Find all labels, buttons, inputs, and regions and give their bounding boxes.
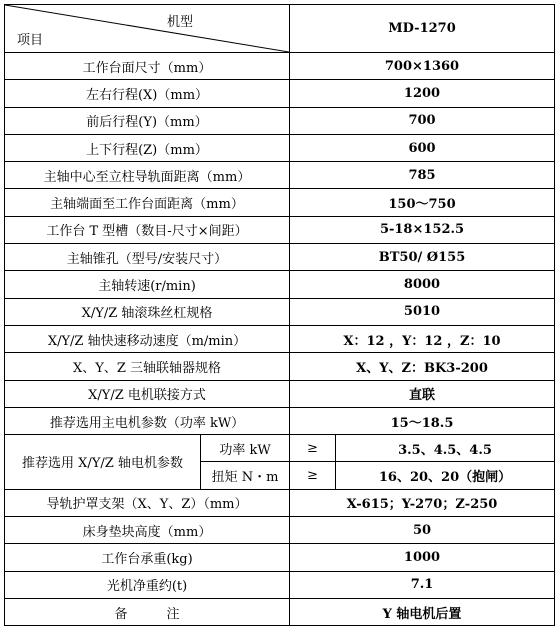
spec-label: X/Y/Z 轴快速移动速度（m/min） — [5, 325, 290, 352]
axis-motor-power-row — [5, 435, 555, 462]
spec-row — [5, 571, 555, 598]
spec-row — [5, 298, 555, 325]
spec-label: X/Y/Z 电机联接方式 — [5, 380, 290, 407]
spec-row — [5, 271, 555, 298]
spec-value: 785 — [290, 162, 555, 189]
spec-value: 7.1 — [290, 571, 555, 598]
spec-row — [5, 80, 555, 107]
remarks-row — [5, 598, 555, 625]
spec-label: 主轴锥孔（型号/安装尺寸） — [5, 244, 290, 271]
torque-label: 扭矩 N・m — [201, 462, 290, 489]
spec-label: 光机净重约(t) — [5, 571, 290, 598]
spec-value: X、Y、Z：BK3-200 — [290, 353, 555, 380]
header-item-label: 项目 — [17, 33, 44, 48]
spec-value: 1200 — [290, 80, 555, 107]
spec-row — [5, 134, 555, 161]
remarks-value: Y 轴电机后置 — [290, 598, 555, 625]
spec-value: 5-18×152.5 — [290, 216, 555, 243]
power-value: 3.5、4.5、4.5 — [336, 435, 555, 462]
spec-row — [5, 325, 555, 352]
spec-row — [5, 407, 555, 434]
spec-value: 8000 — [290, 271, 555, 298]
spec-row — [5, 517, 555, 544]
spec-label: X、Y、Z 三轴联轴器规格 — [5, 353, 290, 380]
diagonal-line — [5, 5, 289, 52]
spec-row — [5, 162, 555, 189]
remarks-label: 备 注 — [5, 598, 290, 625]
spec-value: 15～18.5 — [290, 407, 555, 434]
diagonal-header-cell — [5, 5, 290, 53]
spec-label: 推荐选用主电机参数（功率 kW） — [5, 407, 290, 434]
spec-row — [5, 380, 555, 407]
spec-label: 导轨护罩支架（X、Y、Z）（mm） — [5, 489, 290, 516]
spec-row — [5, 107, 555, 134]
spec-value: 150～750 — [290, 189, 555, 216]
spec-row — [5, 216, 555, 243]
power-label: 功率 kW — [201, 435, 290, 462]
spec-value: X-615；Y-270；Z-250 — [290, 489, 555, 516]
spec-label: 主轴转速(r/min) — [5, 271, 290, 298]
power-min-symbol: ≥ — [290, 435, 336, 462]
header-row — [5, 5, 555, 53]
spec-row — [5, 489, 555, 516]
spec-table — [4, 4, 555, 626]
spec-label: X/Y/Z 轴滚珠丝杠规格 — [5, 298, 290, 325]
spec-label: 床身垫块高度（mm） — [5, 517, 290, 544]
spec-row — [5, 53, 555, 80]
spec-value: 直联 — [290, 380, 555, 407]
spec-label: 主轴中心至立柱导轨面距离（mm） — [5, 162, 290, 189]
spec-value: 600 — [290, 134, 555, 161]
axis-motor-label: 推荐选用 X/Y/Z 轴电机参数 — [5, 435, 201, 490]
spec-label: 上下行程(Z)（mm） — [5, 134, 290, 161]
torque-min-symbol: ≥ — [290, 462, 336, 489]
spec-row — [5, 244, 555, 271]
spec-value: 1000 — [290, 544, 555, 571]
spec-row — [5, 353, 555, 380]
spec-label: 工作台 T 型槽（数目-尺寸×间距） — [5, 216, 290, 243]
spec-value: 50 — [290, 517, 555, 544]
header-model-label: 机型 — [166, 15, 193, 30]
torque-value: 16、20、20（抱闸） — [336, 462, 555, 489]
spec-value: X：12 ，Y：12 ，Z：10 — [290, 325, 555, 352]
header-model-value: MD-1270 — [290, 5, 555, 53]
spec-label: 左右行程(X)（mm） — [5, 80, 290, 107]
spec-row — [5, 189, 555, 216]
spec-label: 前后行程(Y)（mm） — [5, 107, 290, 134]
spec-value: 700 — [290, 107, 555, 134]
spec-label: 工作台面尺寸（mm） — [5, 53, 290, 80]
spec-value: BT50/ Ø155 — [290, 244, 555, 271]
spec-value: 700×1360 — [290, 53, 555, 80]
spec-label: 主轴端面至工作台面距离（mm） — [5, 189, 290, 216]
spec-value: 5010 — [290, 298, 555, 325]
spec-row — [5, 544, 555, 571]
spec-label: 工作台承重(kg) — [5, 544, 290, 571]
